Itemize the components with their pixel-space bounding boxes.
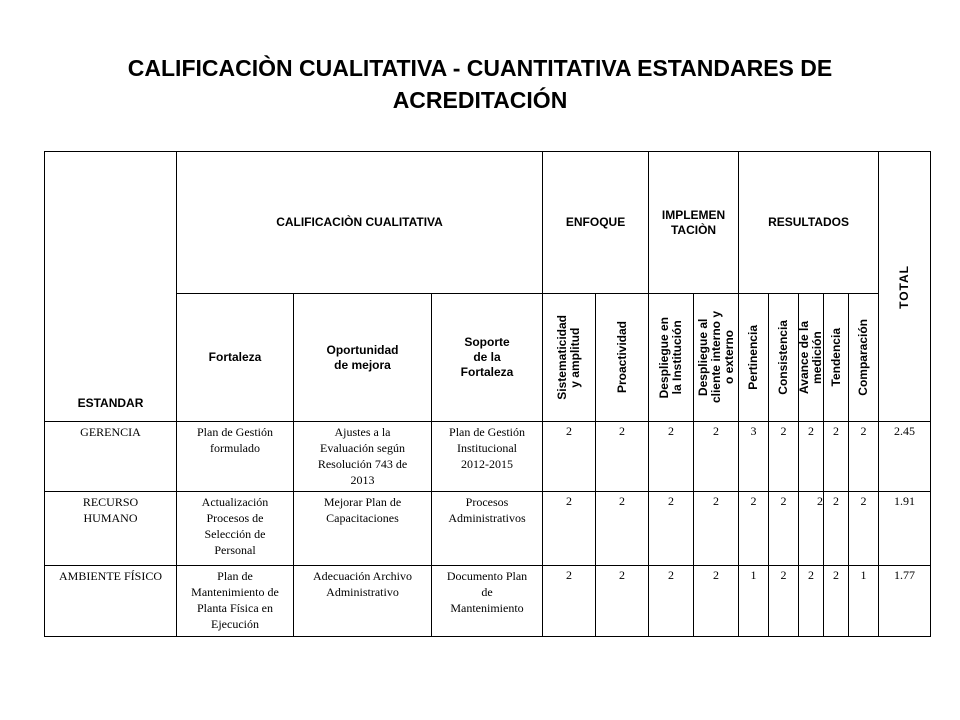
pertinencia-header-cell: [739, 294, 769, 422]
soporte-cell: Documento Plan de Mantenimiento: [432, 566, 543, 637]
score-cell: 2: [543, 492, 596, 566]
despliegue-institucion-header: Despliegue en la Institución: [657, 316, 685, 399]
oportunidad-header: Oportunidad de mejora: [294, 294, 432, 422]
oportunidad-cell: Adecuación Archivo Administrativo: [294, 566, 432, 637]
score-cell: 2: [739, 492, 769, 566]
enfoque-header: ENFOQUE: [543, 152, 649, 294]
estandar-cell: AMBIENTE FÍSICO: [45, 566, 177, 637]
score-cell: 1: [849, 566, 879, 637]
score-cell: 2: [849, 492, 879, 566]
score-cell: 2: [824, 492, 849, 566]
score-cell: 2: [596, 492, 649, 566]
tendencia-header-cell: [824, 294, 849, 422]
fortaleza-cell: Actualización Procesos de Selección de Personal: [177, 492, 294, 566]
table-row: [45, 492, 931, 566]
avance-header-cell: [799, 294, 824, 422]
pertinencia-header: Pertinencia: [746, 325, 761, 390]
score-cell: 2: [799, 566, 824, 637]
score-cell: 2: [799, 492, 824, 566]
total-cell: 2.45: [879, 422, 931, 492]
consistencia-header: Consistencia: [776, 320, 791, 395]
score-cell: 2: [769, 566, 799, 637]
consistencia-header-cell: [769, 294, 799, 422]
sistematicidad-header-cell: [543, 294, 596, 422]
score-cell: 2: [849, 422, 879, 492]
oportunidad-cell: Ajustes a la Evaluación según Resolución 743 de 2013: [294, 422, 432, 492]
implementacion-header: IMPLEMEN TACIÒN: [649, 152, 739, 294]
total-header-cell: [879, 152, 931, 422]
header-row-top: [45, 152, 931, 294]
score-cell: 2: [824, 422, 849, 492]
fortaleza-cell: Plan de Gestión formulado: [177, 422, 294, 492]
total-cell: 1.91: [879, 492, 931, 566]
tendencia-header: Tendencia: [828, 328, 843, 387]
header-row-sub: [45, 294, 931, 422]
score-cell: 2: [649, 566, 694, 637]
cualitativa-header: CALIFICACIÒN CUALITATIVA: [177, 152, 543, 294]
score-cell: 2: [596, 422, 649, 492]
score-cell: 2: [649, 422, 694, 492]
comparacion-header-cell: [849, 294, 879, 422]
score-cell: 2: [694, 566, 739, 637]
soporte-header: Soporte de la Fortaleza: [432, 294, 543, 422]
proactividad-header: Proactividad: [614, 321, 629, 394]
score-cell: 2: [799, 422, 824, 492]
score-cell: 2: [694, 422, 739, 492]
oportunidad-cell: Mejorar Plan de Capacitaciones: [294, 492, 432, 566]
score-cell: 2: [694, 492, 739, 566]
score-cell: 3: [739, 422, 769, 492]
comparacion-header: Comparación: [856, 319, 871, 396]
score-cell: 2: [596, 566, 649, 637]
score-cell: 2: [769, 422, 799, 492]
score-cell: 2: [543, 566, 596, 637]
proactividad-header-cell: [596, 294, 649, 422]
despliegue-cliente-header: Despliegue al cliente interno y o externo: [695, 311, 736, 404]
despliegue-institucion-header-cell: [649, 294, 694, 422]
score-cell: 2: [649, 492, 694, 566]
table-row: [45, 566, 931, 637]
soporte-cell: Procesos Administrativos: [432, 492, 543, 566]
score-cell: 1: [739, 566, 769, 637]
page-title: CALIFICACIÒN CUALITATIVA - CUANTITATIVA ESTANDARES DE ACREDITACIÓN: [127, 55, 833, 113]
soporte-cell: Plan de Gestión Institucional 2012-2015: [432, 422, 543, 492]
avance-header: Avance de la medición: [797, 321, 825, 394]
table-row: [45, 422, 931, 492]
total-cell: 1.77: [879, 566, 931, 637]
fortaleza-cell: Plan de Mantenimiento de Planta Física en Ejecución: [177, 566, 294, 637]
score-cell: 2: [824, 566, 849, 637]
estandar-cell: RECURSO HUMANO: [45, 492, 177, 566]
score-cell: 2: [769, 492, 799, 566]
estandar-cell: GERENCIA: [45, 422, 177, 492]
score-cell: 2: [543, 422, 596, 492]
estandar-header: ESTANDAR: [45, 152, 177, 422]
sistematicidad-header: Sistematicidad y amplitud: [555, 315, 583, 400]
resultados-header: RESULTADOS: [739, 152, 879, 294]
total-header: TOTAL: [897, 264, 912, 309]
despliegue-cliente-header-cell: [694, 294, 739, 422]
fortaleza-header: Fortaleza: [177, 294, 294, 422]
accreditation-table: [44, 151, 931, 637]
